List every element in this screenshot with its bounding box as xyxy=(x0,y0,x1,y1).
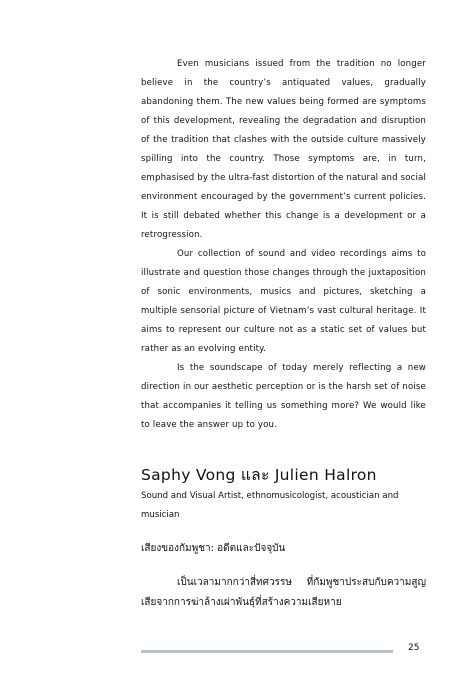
paragraph-1-text: Even musicians issued from the tradition no longer believe in the country’s antiquated values, gradually abandoning them. The new values being formed are symptoms of this development, revealing the degradation and disruption of the tradition that clashes with the outside culture massively spilling into the country. Those symptoms are, in turn, emphasised by the ultra-fast distortion of the natural and social environment encouraged by the government’s current policies. It is still debated whether this change is a development or a retrogression. xyxy=(141,59,426,240)
paragraph-3-text: Is the soundscape of today merely reflecting a new direction in our aesthetic perception or is the harsh set of noise that accompanies it telling us something more? We would like to leave the answer up to you. xyxy=(141,363,426,430)
author-name: Saphy Vong และ Julien Halron xyxy=(141,466,377,484)
paragraph-2 xyxy=(141,245,426,359)
page-number: 25 xyxy=(408,643,420,653)
author-role: Sound and Visual Artist, ethnomusicologist, acoustician and musician xyxy=(141,491,399,520)
paragraph-1 xyxy=(141,55,426,245)
paragraph-2-text: Our collection of sound and video recordings aims to illustrate and question those changes through the juxtaposition of sonic environments, musics and pictures, sketching a multiple sensorial picture of Vietnam’s vast cultural heritage. It aims to represent our culture not as a static set of values but rather as an evolving entity. xyxy=(141,249,426,354)
thai-body-text: เป็นเวลามากกว่าสี่ทศวรรษ ที่กัมพูชาประสบกับความสูญเสียจากการฆ่าล้างเผ่าพันธุ์ที่สร้างความเสียหาย xyxy=(141,577,426,608)
thai-section-body xyxy=(141,573,426,613)
footer-rule xyxy=(141,650,393,653)
thai-section-title: เสียงของกัมพูชา: อดีตและปัจจุบัน xyxy=(141,543,286,554)
paragraph-3 xyxy=(141,359,426,435)
